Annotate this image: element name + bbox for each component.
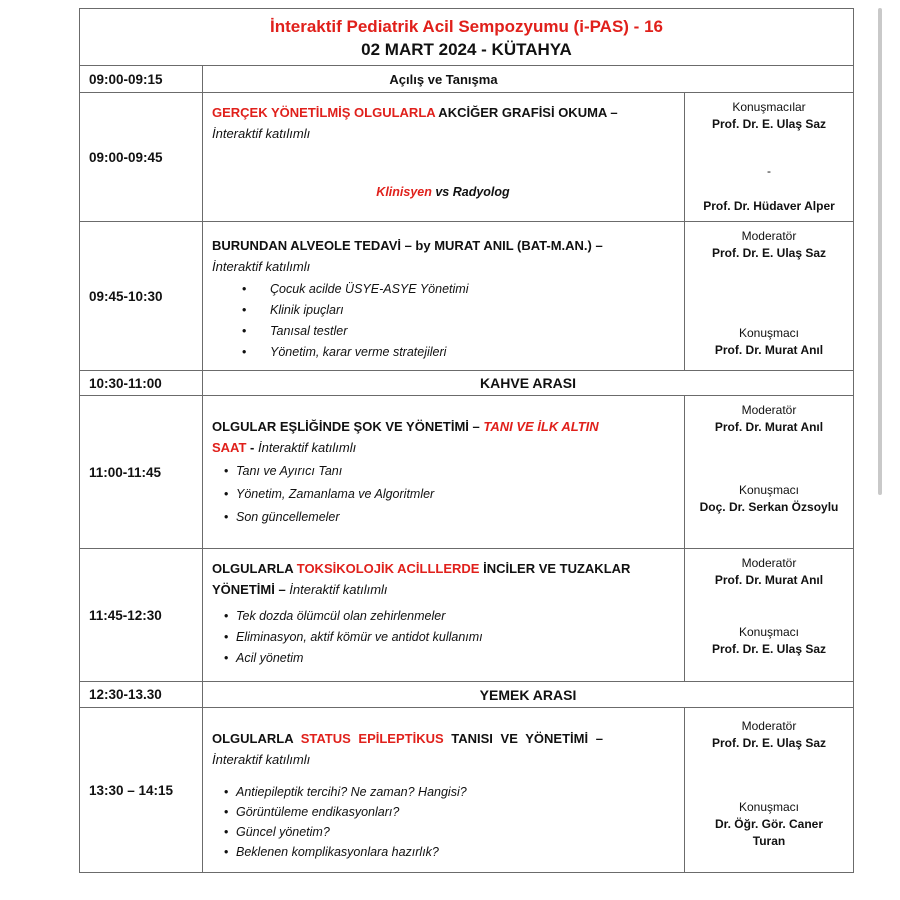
time-cell: 13:30 – 14:15 <box>80 708 203 873</box>
list-item: • Eliminasyon, aktif kömür ve antidot kullanımı <box>212 627 674 648</box>
session-title: OLGULARLA <box>212 561 297 576</box>
time-cell: 11:45-12:30 <box>80 549 203 682</box>
speaker-name-cont: Turan <box>752 834 786 848</box>
list-item: • Acil yönetim <box>212 648 674 669</box>
session-row-5 <box>80 708 854 873</box>
speaker-name: Prof. Dr. E. Ulaş Saz <box>711 117 827 131</box>
speaker-name: Doç. Dr. Serkan Özsoylu <box>699 500 839 514</box>
symposium-title: İnteraktif Pediatrik Acil Sempozyumu (i-PAS) - 16 <box>270 16 663 36</box>
moderator-name: Prof. Dr. Murat Anıl <box>714 573 824 587</box>
time-cell: 09:00-09:45 <box>80 93 203 222</box>
radiologist-label: Radyolog <box>452 185 510 199</box>
list-item: • Güncel yönetim? <box>212 822 674 842</box>
interactive-note: İnteraktif katılımlı <box>258 440 357 455</box>
list-item: • Tanısal testler <box>212 321 674 342</box>
program-table <box>79 8 854 873</box>
list-item: • Beklenen komplikasyonlara hazırlık? <box>212 842 674 862</box>
interactive-note: İnteraktif katılımlı <box>212 752 311 767</box>
topic-list <box>212 606 674 669</box>
list-item: • Yönetim, Zamanlama ve Algoritmler <box>212 483 674 506</box>
session-title-cont: İNCİLER VE TUZAKLAR <box>479 561 631 576</box>
title-highlight: SAAT <box>212 440 247 455</box>
session-title: AKCİĞER GRAFİSİ OKUMA – <box>435 105 618 120</box>
session-title: OLGULAR EŞLİĞİNDE ŞOK VE YÖNETİMİ – <box>212 419 484 434</box>
clinician-label: Klinisyen <box>376 185 432 199</box>
interactive-note: İnteraktif katılımlı <box>212 126 311 141</box>
speaker-name: Dr. Öğr. Gör. Caner <box>714 817 824 831</box>
title-dash: - <box>246 440 258 455</box>
title-highlight: GERÇEK YÖNETİLMİŞ OLGULARLA <box>212 105 436 120</box>
speaker-role: Konuşmacı <box>738 800 800 814</box>
speaker-role: Konuşmacılar <box>732 100 806 114</box>
opening-label: Açılış ve Tanışma <box>203 66 854 93</box>
time-cell: 12:30-13.30 <box>80 682 203 708</box>
header-row <box>80 9 854 66</box>
list-item: • Tek dozda ölümcül olan zehirlenmeler <box>212 606 674 627</box>
lunch-break-row <box>80 682 854 708</box>
session-title: OLGULARLA <box>212 731 301 746</box>
session-title-end: YÖNETİMİ – <box>212 582 290 597</box>
speaker-name: Prof. Dr. Hüdaver Alper <box>703 199 835 213</box>
time-cell: 09:00-09:15 <box>80 66 203 93</box>
topic-list <box>212 460 674 529</box>
list-item: • Tanı ve Ayırıcı Tanı <box>212 460 674 483</box>
list-item: • Antiepileptik tercihi? Ne zaman? Hangisi? <box>212 782 674 802</box>
list-item: • Son güncellemeler <box>212 506 674 529</box>
session-row-1 <box>80 93 854 222</box>
speaker-name: Prof. Dr. Murat Anıl <box>714 343 824 357</box>
moderator-name: Prof. Dr. E. Ulaş Saz <box>711 246 827 260</box>
separator-dash: - <box>767 164 771 178</box>
scrollbar[interactable] <box>878 8 882 495</box>
vs-label: vs <box>431 185 453 199</box>
topic-list <box>212 279 674 363</box>
session-row-2 <box>80 222 854 371</box>
moderator-name: Prof. Dr. E. Ulaş Saz <box>711 736 827 750</box>
session-title-cont: TANISI VE YÖNETİMİ – <box>443 731 603 746</box>
session-row-3 <box>80 396 854 549</box>
moderator-role: Moderatör <box>741 556 797 570</box>
opening-row <box>80 66 854 93</box>
date-place: 02 MART 2024 - KÜTAHYA <box>361 39 572 59</box>
lunch-break-label: YEMEK ARASI <box>203 682 854 708</box>
coffee-break-label: KAHVE ARASI <box>203 371 854 396</box>
list-item: • Yönetim, karar verme stratejileri <box>212 342 674 363</box>
moderator-role: Moderatör <box>741 229 797 243</box>
time-cell: 10:30-11:00 <box>80 371 203 396</box>
list-item: • Görüntüleme endikasyonları? <box>212 802 674 822</box>
title-highlight: TOKSİKOLOJİK ACİLLLERDE <box>296 561 480 576</box>
speaker-role: Konuşmacı <box>738 326 800 340</box>
list-item: • Çocuk acilde ÜSYE-ASYE Yönetimi <box>212 279 674 300</box>
interactive-note: İnteraktif katılımlı <box>212 259 311 274</box>
time-cell: 11:00-11:45 <box>80 396 203 549</box>
speaker-role: Konuşmacı <box>738 625 800 639</box>
moderator-name: Prof. Dr. Murat Anıl <box>714 420 824 434</box>
speaker-name: Prof. Dr. E. Ulaş Saz <box>711 642 827 656</box>
speaker-role: Konuşmacı <box>738 483 800 497</box>
title-highlight: STATUS EPİLEPTİKUS <box>300 731 444 746</box>
interactive-note: İnteraktif katılımlı <box>289 582 388 597</box>
moderator-role: Moderatör <box>741 403 797 417</box>
list-item: • Klinik ipuçları <box>212 300 674 321</box>
title-highlight: TANI VE İLK ALTIN <box>483 419 599 434</box>
session-title: BURUNDAN ALVEOLE TEDAVİ – by MURAT ANIL (BAT-M.AN.) – <box>212 238 603 253</box>
moderator-role: Moderatör <box>741 719 797 733</box>
topic-list <box>212 782 674 862</box>
coffee-break-row <box>80 371 854 396</box>
session-row-4 <box>80 549 854 682</box>
time-cell: 09:45-10:30 <box>80 222 203 371</box>
